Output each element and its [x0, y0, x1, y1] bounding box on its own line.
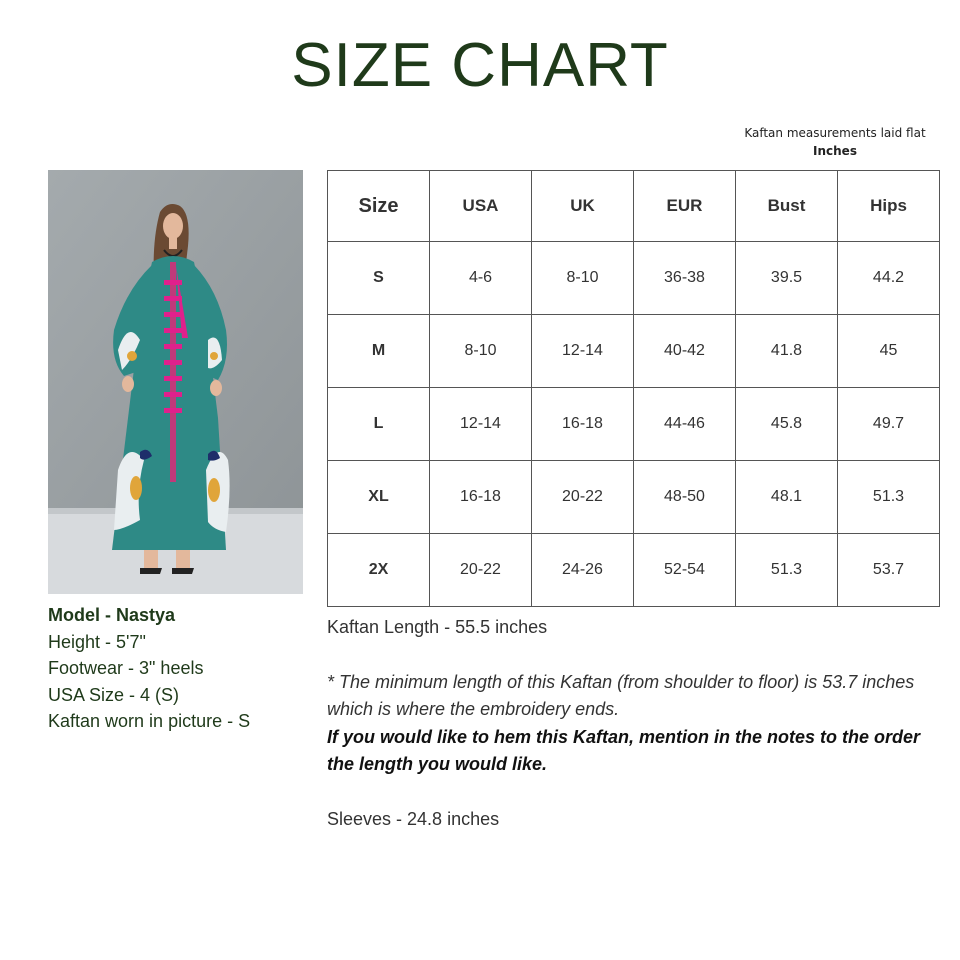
table-row	[328, 242, 940, 315]
cell-bust: 41.8	[736, 315, 838, 388]
cell-eur: 40-42	[634, 315, 736, 388]
cell-size: M	[328, 315, 430, 388]
cell-usa: 8-10	[430, 315, 532, 388]
table-row	[328, 534, 940, 607]
sleeve-length: Sleeves - 24.8 inches	[327, 808, 500, 829]
measurement-note-line1: Kaftan measurements laid flat	[744, 126, 926, 140]
model-photo	[48, 170, 303, 594]
header-uk: UK	[532, 171, 634, 242]
kaftan-length: Kaftan Length - 55.5 inches	[327, 617, 548, 637]
cell-hips: 53.7	[838, 534, 940, 607]
cell-bust: 48.1	[736, 461, 838, 534]
header-bust: Bust	[736, 171, 838, 242]
cell-size: S	[328, 242, 430, 315]
cell-bust: 39.5	[736, 242, 838, 315]
cell-hips: 49.7	[838, 388, 940, 461]
size-table	[327, 170, 940, 607]
cell-hips: 51.3	[838, 461, 940, 534]
cell-usa: 20-22	[430, 534, 532, 607]
cell-hips: 44.2	[838, 242, 940, 315]
cell-uk: 20-22	[532, 461, 634, 534]
cell-uk: 12-14	[532, 315, 634, 388]
cell-hips: 45	[838, 315, 940, 388]
model-info	[48, 602, 318, 735]
cell-usa: 12-14	[430, 388, 532, 461]
cell-eur: 52-54	[634, 534, 736, 607]
header-hips: Hips	[838, 171, 940, 242]
table-row	[328, 315, 940, 388]
table-row	[328, 388, 940, 461]
model-usa-size: USA Size - 4 (S)	[48, 684, 180, 705]
model-footwear: Footwear - 3" heels	[48, 658, 204, 678]
min-length-note: * The minimum length of this Kaftan (from shoulder to floor) is 53.7 inches which is where the embroidery ends.	[327, 671, 915, 719]
cell-size: XL	[328, 461, 430, 534]
kaftan-details	[327, 614, 947, 833]
model-height: Height - 5'7"	[48, 631, 146, 652]
cell-uk: 8-10	[532, 242, 634, 315]
page-title: SIZE CHART	[291, 31, 669, 100]
table-row	[328, 461, 940, 534]
header-size: Size	[328, 171, 430, 242]
cell-usa: 16-18	[430, 461, 532, 534]
cell-usa: 4-6	[430, 242, 532, 315]
cell-bust: 51.3	[736, 534, 838, 607]
cell-bust: 45.8	[736, 388, 838, 461]
header-eur: EUR	[634, 171, 736, 242]
model-size-worn: Kaftan worn in picture - S	[48, 711, 251, 731]
cell-eur: 36-38	[634, 242, 736, 315]
model-name: Model - Nastya	[48, 605, 176, 625]
measurement-note	[700, 124, 960, 160]
model-photo-icon	[48, 170, 303, 594]
cell-eur: 48-50	[634, 461, 736, 534]
cell-size: 2X	[328, 534, 430, 607]
hem-note: If you would like to hem this Kaftan, mention in the notes to the order the length you would like.	[327, 726, 921, 774]
measurement-note-unit: Inches	[813, 144, 857, 158]
cell-uk: 16-18	[532, 388, 634, 461]
table-header-row	[328, 171, 940, 242]
cell-size: L	[328, 388, 430, 461]
cell-eur: 44-46	[634, 388, 736, 461]
cell-uk: 24-26	[532, 534, 634, 607]
header-usa: USA	[430, 171, 532, 242]
